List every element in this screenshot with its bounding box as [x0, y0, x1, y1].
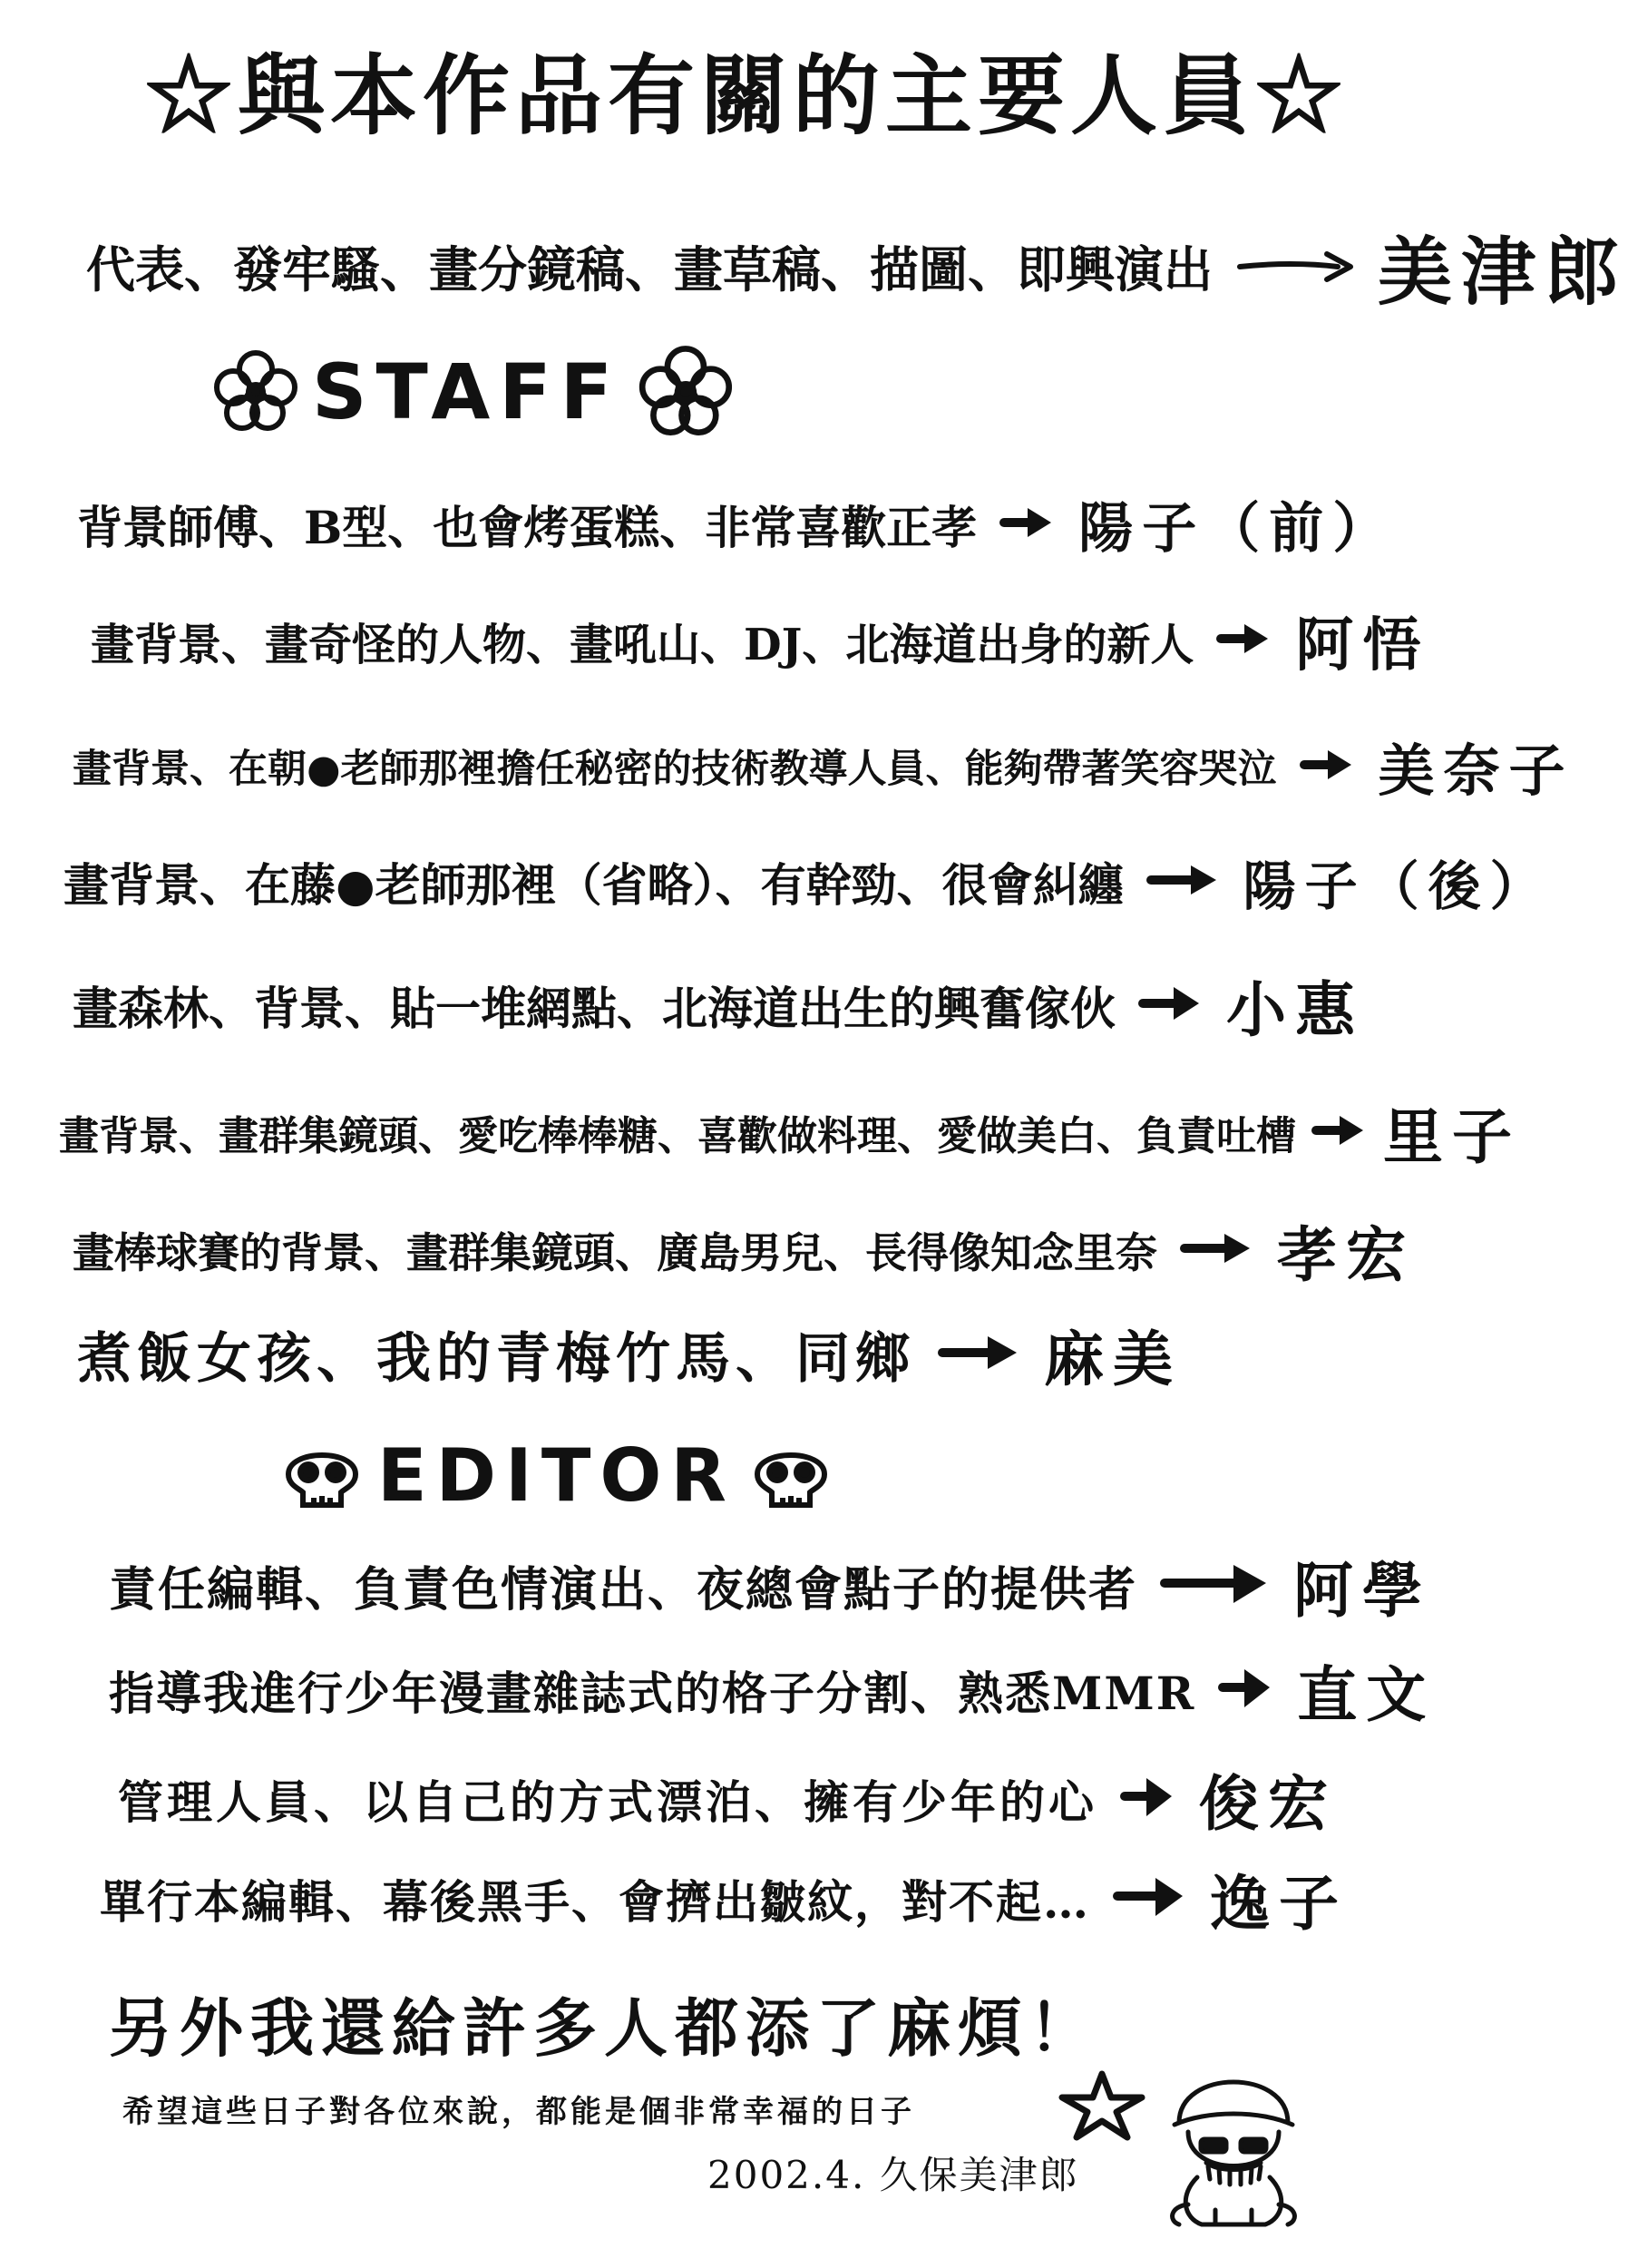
signature-date: 2002.4. 久保美津郎: [707, 2153, 1079, 2197]
staff-row: [91, 599, 1429, 682]
editor-name: 逸子: [1210, 1868, 1348, 1939]
author-row: [86, 213, 1628, 319]
arrow-icon: [1181, 1230, 1253, 1270]
staff-role: 畫背景、在藤●老師那裡（省略）、有幹勁、很會糾纏: [63, 858, 1124, 912]
staff-role: 畫棒球賽的背景、畫群集鏡頭、廣島男兒、長得像知念里奈: [73, 1227, 1157, 1277]
staff-row: [77, 485, 1396, 563]
editor-role: 責任編輯、負責色情演出、夜總會點子的提供者: [109, 1562, 1138, 1618]
flower-icon: [213, 349, 299, 435]
staff-name: 小惠: [1226, 974, 1364, 1045]
staff-role: 畫背景、畫奇怪的人物、畫吼山、DJ、北海道出身的新人: [91, 619, 1194, 670]
arrow-icon: [1161, 1561, 1270, 1610]
staff-heading-text: STAFF: [312, 347, 622, 436]
closing-wish: 希望這些日子對各位來說，都能是個非常幸福的日子: [122, 2094, 915, 2130]
editor-name: 俊宏: [1199, 1768, 1337, 1839]
arrow-icon: [1139, 983, 1203, 1027]
editor-row: [109, 1542, 1431, 1628]
arrow-icon: [1301, 747, 1355, 787]
staff-row: [59, 1089, 1521, 1175]
staff-name: 阿悟: [1295, 611, 1430, 679]
editor-role: 管理人員、以自己的方式漂泊、擁有少年的心: [118, 1774, 1097, 1829]
staff-row: [73, 962, 1364, 1048]
closing-message: 另外我還給許多人都添了麻煩！: [109, 1990, 1099, 2066]
arrow-icon: [1114, 1874, 1186, 1923]
star-icon: [1057, 2068, 1147, 2145]
editor-row: [118, 1755, 1337, 1842]
staff-row: [77, 1311, 1182, 1397]
skull-icon: [281, 1438, 363, 1514]
arrow-icon: [1219, 1666, 1273, 1715]
skull-icon: [750, 1438, 832, 1514]
staff-role: 畫森林、背景、貼一堆網點、北海道出生的興奮傢伙: [73, 981, 1116, 1035]
staff-row: [73, 1207, 1415, 1293]
staff-role: 畫背景、在朝●老師那裡擔任秘密的技術教導人員、能夠帶著笑容哭泣: [73, 747, 1277, 792]
staff-role: 煮飯女孩、我的青梅竹馬、同鄉: [77, 1326, 915, 1391]
staff-name: 孝宏: [1277, 1219, 1415, 1290]
staff-row: [73, 726, 1574, 807]
author-doodle-icon: [1152, 2050, 1315, 2235]
page-title: ☆與本作品有關的主要人員☆: [145, 44, 1348, 147]
staff-role: 畫背景、畫群集鏡頭、愛吃棒棒糖、喜歡做料理、愛做美白、負責吐槽: [59, 1112, 1296, 1159]
staff-role: 背景師傅、B型、也會烤蛋糕、非常喜歡正孝: [77, 501, 978, 554]
staff-name: 麻美: [1044, 1324, 1182, 1394]
staff-name: 陽子（前）: [1078, 497, 1397, 561]
arrow-icon: [1121, 1774, 1175, 1823]
author-role: 代表、發牢騷、畫分鏡稿、畫草稿、描圖、即興演出: [86, 240, 1213, 298]
staff-row: [63, 844, 1552, 920]
editor-row: [100, 1855, 1348, 1941]
editor-heading: [281, 1433, 832, 1518]
editor-heading-text: EDITOR: [377, 1433, 736, 1518]
arrow-icon: [1236, 247, 1354, 287]
editor-name: 直文: [1297, 1659, 1436, 1730]
arrow-icon: [1312, 1112, 1367, 1152]
flower-icon: [634, 345, 738, 439]
arrow-icon: [939, 1333, 1020, 1376]
editor-row: [109, 1647, 1435, 1733]
staff-heading: [213, 345, 738, 439]
editor-name: 阿學: [1293, 1555, 1432, 1626]
arrow-icon: [1147, 862, 1220, 902]
arrow-icon: [1217, 621, 1272, 660]
staff-name: 美奈子: [1378, 738, 1574, 804]
editor-role: 指導我進行少年漫畫雜誌式的格子分割、熟悉MMR: [109, 1666, 1196, 1720]
editor-role: 單行本編輯、幕後黑手、會擠出皺紋，對不起…: [100, 1874, 1090, 1929]
staff-name: 陽子（後）: [1243, 855, 1552, 917]
author-name: 美津郎: [1378, 229, 1628, 316]
staff-name: 里子: [1383, 1101, 1521, 1172]
arrow-icon: [1000, 504, 1055, 544]
